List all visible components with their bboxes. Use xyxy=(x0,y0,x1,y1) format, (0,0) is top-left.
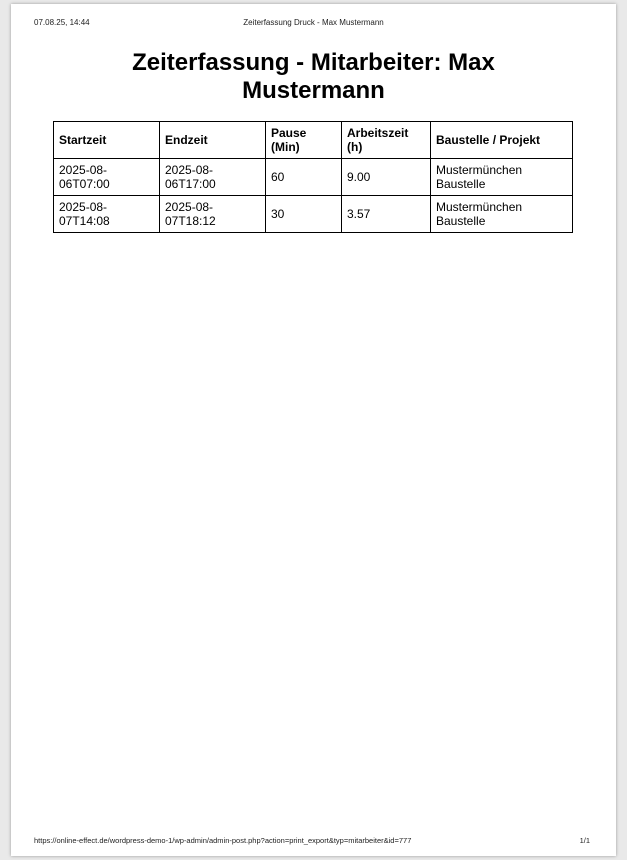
table-row xyxy=(54,159,573,196)
table-header-row xyxy=(54,122,573,159)
cell-endzeit: 2025-08-07T18:12 xyxy=(160,196,266,233)
column-header-endzeit: Endzeit xyxy=(160,122,266,159)
column-header-startzeit: Startzeit xyxy=(54,122,160,159)
cell-startzeit: 2025-08-06T07:00 xyxy=(54,159,160,196)
print-footer-url: https://online-effect.de/wordpress-demo-1/wp-admin/admin-post.php?action=print_export&typ=mitarbeiter&id=777 xyxy=(34,836,412,845)
cell-endzeit: 2025-08-06T17:00 xyxy=(160,159,266,196)
print-datetime: 07.08.25, 14:44 xyxy=(34,18,90,27)
cell-pause: 60 xyxy=(266,159,342,196)
cell-baustelle: Mustermünchen Baustelle xyxy=(431,196,573,233)
cell-startzeit: 2025-08-07T14:08 xyxy=(54,196,160,233)
print-doc-title: Zeiterfassung Druck - Max Mustermann xyxy=(243,18,384,27)
cell-baustelle: Mustermünchen Baustelle xyxy=(431,159,573,196)
column-header-baustelle: Baustelle / Projekt xyxy=(431,122,573,159)
print-page xyxy=(11,4,616,856)
column-header-pause: Pause (Min) xyxy=(266,122,342,159)
page-title: Zeiterfassung - Mitarbeiter: Max Mustermann xyxy=(132,49,495,104)
cell-arbeitszeit: 9.00 xyxy=(342,159,431,196)
cell-arbeitszeit: 3.57 xyxy=(342,196,431,233)
column-header-arbeitszeit: Arbeitszeit (h) xyxy=(342,122,431,159)
time-entries-table xyxy=(53,121,573,233)
table-row xyxy=(54,196,573,233)
print-page-number: 1/1 xyxy=(579,836,590,845)
cell-pause: 30 xyxy=(266,196,342,233)
